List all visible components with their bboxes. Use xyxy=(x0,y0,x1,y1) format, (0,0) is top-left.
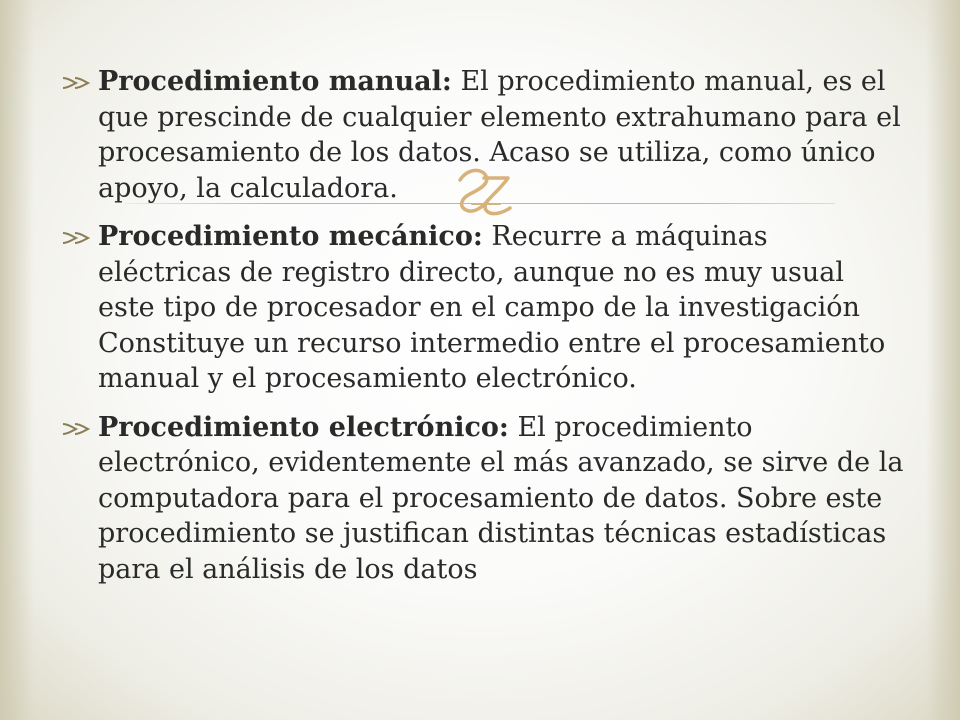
frame-right xyxy=(926,0,960,720)
item-term: Procedimiento manual: xyxy=(98,66,452,97)
double-arrow-bullet-icon xyxy=(60,75,94,91)
double-arrow-bullet-icon xyxy=(60,230,94,246)
list-item xyxy=(56,219,906,397)
list-item xyxy=(56,410,906,588)
bullet-list xyxy=(56,64,906,600)
item-term: Procedimiento mecánico: xyxy=(98,221,483,252)
list-item xyxy=(56,64,906,206)
item-term: Procedimiento electrónico: xyxy=(98,411,509,443)
frame-left xyxy=(0,0,34,720)
item-text: El procedimiento manual, es el que prescinde de cualquier elemento extrahumano para el procesamiento de los datos. Acaso se utiliza, como único apoyo, la calculadora. xyxy=(98,66,901,204)
double-arrow-bullet-icon xyxy=(60,421,94,437)
item-text: Recurre a máquinas eléctricas de registro directo, aunque no es muy usual este tipo de procesador en el campo de la investigación Constituye un recurso intermedio entre el procesamiento manual y el procesamiento electrónico. xyxy=(98,221,886,394)
item-text: El procedimiento electrónico, evidentemente el más avanzado, se sirve de la computadora para el procesamiento de datos. Sobre este procedimiento se justifican distintas técnicas estadísticas para el análisis de los datos xyxy=(98,411,904,585)
